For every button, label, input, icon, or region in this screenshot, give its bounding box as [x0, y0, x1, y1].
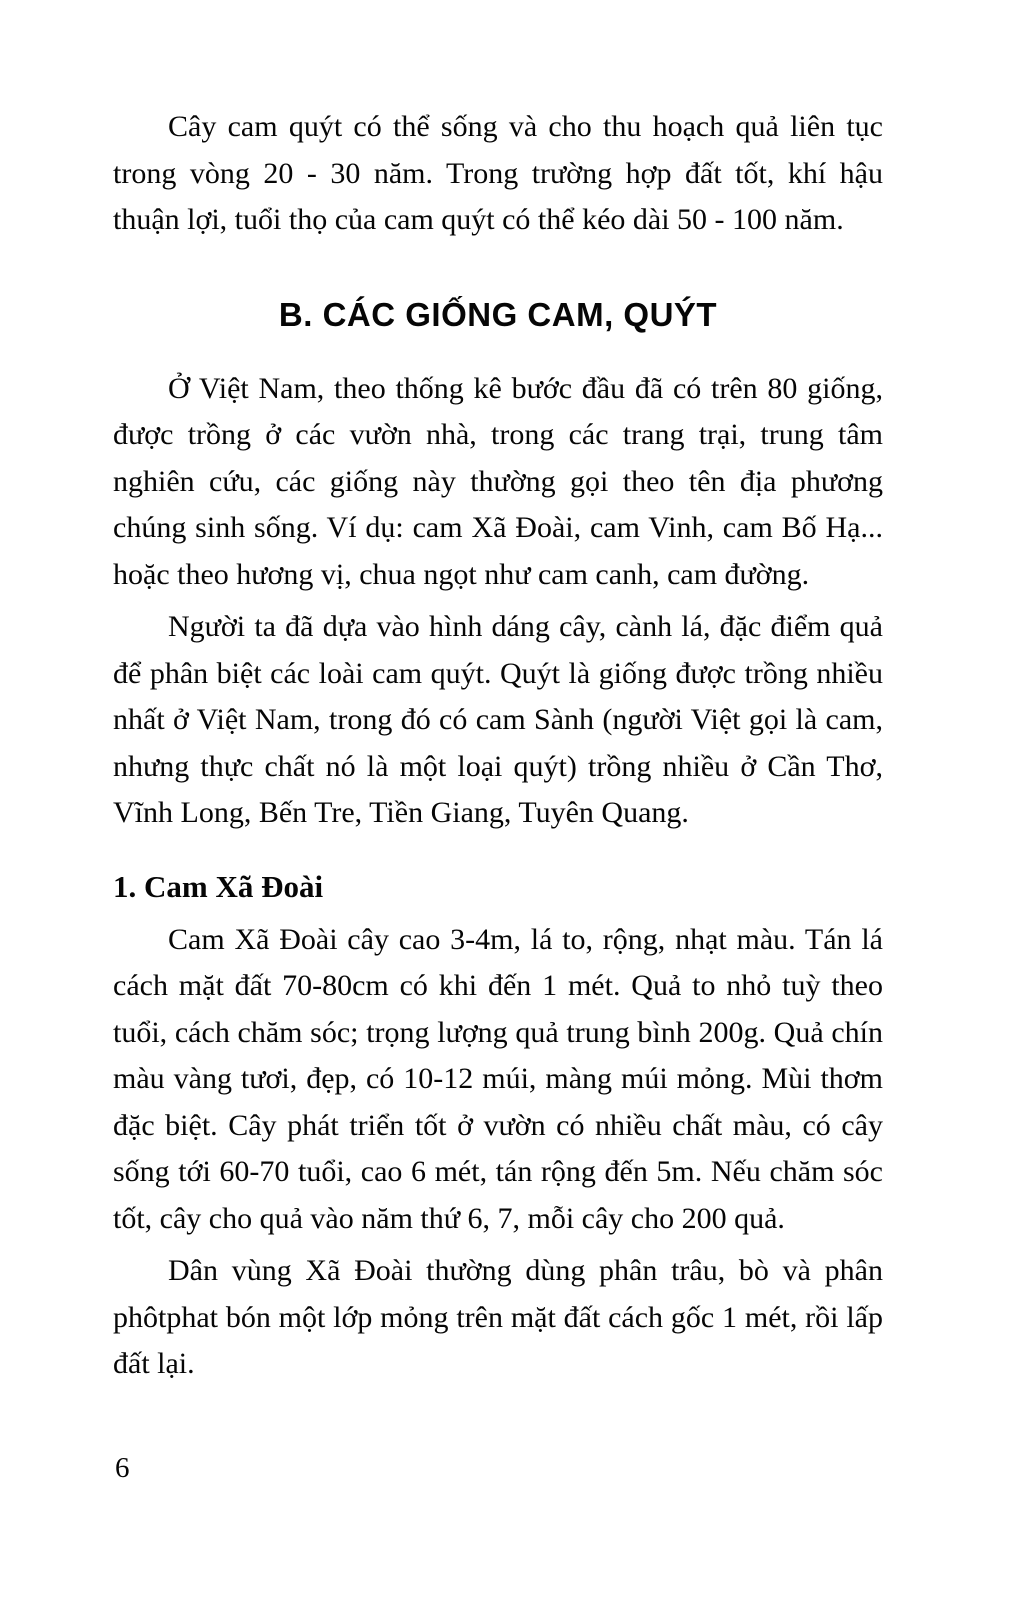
page-number: 6	[115, 1452, 130, 1484]
page-content	[113, 104, 883, 1388]
intro-paragraph: Cây cam quýt có thể sống và cho thu hoạch quả liên tục trong vòng 20 - 30 năm. Trong trường hợp đất tốt, khí hậu thuận lợi, tuổi thọ của cam quýt có thể kéo dài 50 - 100 năm.	[113, 110, 883, 236]
cam-xa-doai-paragraph-1: Cam Xã Đoài cây cao 3-4m, lá to, rộng, nhạt màu. Tán lá cách mặt đất 70-80cm có khi đến 1 mét. Quả to nhỏ tuỳ theo tuổi, cách chăm sóc; trọng lượng quả trung bình 200g. Quả chín màu vàng tươi, đẹp, có 10-12 múi, màng múi mỏng. Mùi thơm đặc biệt. Cây phát triển tốt ở vườn có nhiều chất màu, có cây sống tới 60-70 tuổi, cao 6 mét, tán rộng đến 5m. Nếu chăm sóc tốt, cây cho quả vào năm thứ 6, 7, mỗi cây cho 200 quả.	[113, 922, 883, 1235]
cam-xa-doai-paragraph-2: Dân vùng Xã Đoài thường dùng phân trâu, bò và phân phôtphat bón một lớp mỏng trên mặt đất cách gốc 1 mét, rồi lấp đất lại.	[113, 1254, 883, 1380]
varieties-paragraph-2: Người ta đã dựa vào hình dáng cây, cành lá, đặc điểm quả để phân biệt các loài cam quýt. Quýt là giống được trồng nhiều nhất ở Việt Nam, trong đó có cam Sành (người Việt gọi là cam, nhưng thực chất nó là một loại quýt) trồng nhiều ở Cần Thơ, Vĩnh Long, Bến Tre, Tiền Giang, Tuyên Quang.	[113, 610, 883, 829]
subsection-heading-cam-xa-doai: 1. Cam Xã Đoài	[113, 868, 324, 904]
section-heading: B. CÁC GIỐNG CAM, QUÝT	[278, 295, 718, 333]
varieties-paragraph-1: Ở Việt Nam, theo thống kê bước đầu đã có trên 80 giống, được trồng ở các vườn nhà, trong các trang trại, trung tâm nghiên cứu, các giống này thường gọi theo tên địa phương chúng sinh sống. Ví dụ: cam Xã Đoài, cam Vinh, cam Bố Hạ... hoặc theo hương vị, chua ngọt như cam canh, cam đường.	[113, 371, 883, 591]
